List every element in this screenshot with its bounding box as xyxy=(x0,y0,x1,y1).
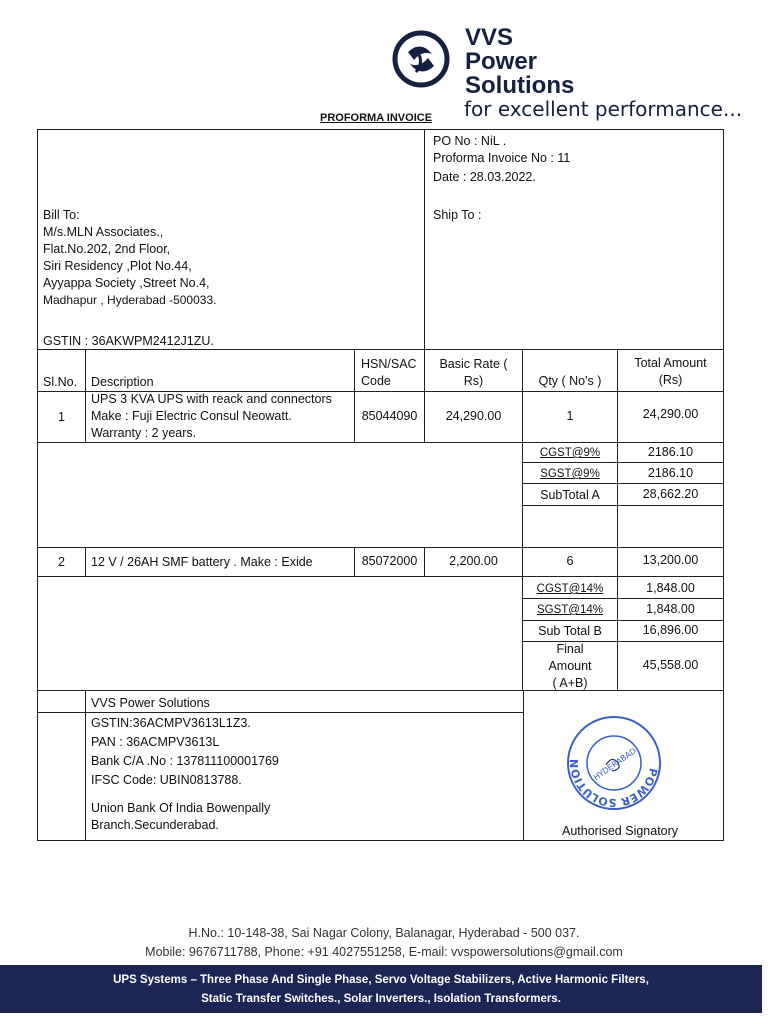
item-rate: 24,290.00 xyxy=(445,409,502,423)
bank-branch-city: Branch.Secunderabad. xyxy=(91,818,219,832)
item-rate: 2,200.00 xyxy=(449,554,498,568)
bank-branch: Union Bank Of India Bowenpally xyxy=(91,801,271,815)
footer-address: H.No.: 10-148-38, Sai Nagar Colony, Balanagar, Hyderabad - 500 037. xyxy=(188,926,580,940)
item-description: UPS 3 KVA UPS with reack and connectors xyxy=(91,392,332,406)
item-hsn: 85072000 xyxy=(361,554,418,568)
bill-to-line: Ayyappa Society ,Street No.4, xyxy=(43,276,210,290)
bank-pan: PAN : 36ACMPV3613L xyxy=(91,735,220,749)
col-header-total-unit: (Rs) xyxy=(658,373,683,387)
footer-contact: Mobile: 9676711788, Phone: +91 4027551258, E-mail: vvspowersolutions@gmail.com xyxy=(145,945,623,959)
final-amount-value: 45,558.00 xyxy=(642,658,699,672)
bill-to-line: Madhapur , Hyderabad -500033. xyxy=(43,293,217,307)
subtotal-b-label: Sub Total B xyxy=(538,624,602,638)
col-header-total: Total Amount xyxy=(634,356,707,370)
bill-to-line: Flat.No.202, 2nd Floor, xyxy=(43,242,171,256)
bill-to-line: Siri Residency ,Plot No.44, xyxy=(43,259,192,273)
company-logo-icon xyxy=(392,30,450,88)
footer-services-band xyxy=(0,965,762,1013)
company-tagline: for excellent performance... xyxy=(464,97,743,121)
item-slno: 1 xyxy=(58,410,65,424)
company-name-line2: Power xyxy=(465,48,538,75)
bill-to-gstin: GSTIN : 36AKWPM2412J1ZU. xyxy=(43,334,214,348)
document-title: PROFORMA INVOICE xyxy=(320,112,433,124)
subtotal-a-value: 28,662.20 xyxy=(642,487,699,501)
item-warranty: Warranty : 2 years. xyxy=(91,426,197,440)
item-qty: 1 xyxy=(566,409,574,423)
col-header-hsn: HSN/SAC xyxy=(361,357,417,371)
company-name-line1: VVS xyxy=(465,24,514,51)
item-total: 13,200.00 xyxy=(642,553,699,567)
bank-gstin: GSTIN:36ACMPV3613L1Z3. xyxy=(91,716,251,730)
col-header-hsn-code: Code xyxy=(361,374,391,388)
company-name-line3: Solutions xyxy=(465,72,575,99)
authorised-signatory: Authorised Signatory xyxy=(562,824,679,838)
stamp-outer-text: POWER SOLUTION xyxy=(567,758,660,810)
invoice-date: Date : 28.03.2022. xyxy=(433,170,536,184)
po-number: PO No : NiL . xyxy=(433,134,507,148)
item-make: Make : Fuji Electric Consul Neowatt. xyxy=(91,409,292,423)
bill-to-label: Bill To: xyxy=(43,208,80,222)
item-total: 24,290.00 xyxy=(642,407,699,421)
item-slno: 2 xyxy=(58,555,65,569)
bank-account-number: Bank C/A .No : 137811100001769 xyxy=(91,754,279,768)
col-header-description: Description xyxy=(91,375,154,389)
cgst-b-value: 1,848.00 xyxy=(646,581,695,595)
col-header-rate: Basic Rate ( xyxy=(439,357,508,371)
footer-services-line2: Static Transfer Switches., Solar Inverters., Isolation Transformers. xyxy=(201,993,561,1005)
sgst-a-value: 2186.10 xyxy=(647,466,694,480)
subtotal-a-label: SubTotal A xyxy=(540,488,600,502)
stamp-inner-text: HYDERABAD xyxy=(591,746,638,783)
cgst-b-label: CGST@14% xyxy=(536,583,604,595)
final-amount-label-line2: Amount xyxy=(548,659,592,673)
ship-to-label: Ship To : xyxy=(433,208,482,222)
col-header-qty: Qty ( No's ) xyxy=(538,374,602,388)
sgst-b-label: SGST@14% xyxy=(536,604,603,616)
item-qty: 6 xyxy=(566,554,574,568)
sgst-a-label: SGST@9% xyxy=(540,468,600,480)
bill-to-line: M/s.MLN Associates., xyxy=(43,225,164,239)
bank-company-name: VVS Power Solutions xyxy=(91,696,210,710)
footer-services-line1: UPS Systems – Three Phase And Single Phase, Servo Voltage Stabilizers, Active Harmonic Filters, xyxy=(113,974,649,986)
company-stamp xyxy=(566,715,662,811)
cgst-a-label: CGST@9% xyxy=(539,447,601,459)
col-header-rate-unit: Rs) xyxy=(463,374,484,388)
final-amount-label-line3: ( A+B) xyxy=(552,676,588,690)
final-amount-label: Final xyxy=(556,642,584,656)
cgst-a-value: 2186.10 xyxy=(647,445,694,459)
invoice-number: Proforma Invoice No : 11 xyxy=(433,151,571,165)
subtotal-b-value: 16,896.00 xyxy=(642,623,699,637)
col-header-slno: Sl.No. xyxy=(43,375,78,389)
sgst-b-value: 1,848.00 xyxy=(646,602,695,616)
item-hsn: 85044090 xyxy=(361,409,418,423)
bank-ifsc: IFSC Code: UBIN0813788. xyxy=(91,773,242,787)
item-description: 12 V / 26AH SMF battery . Make : Exide xyxy=(91,555,313,569)
